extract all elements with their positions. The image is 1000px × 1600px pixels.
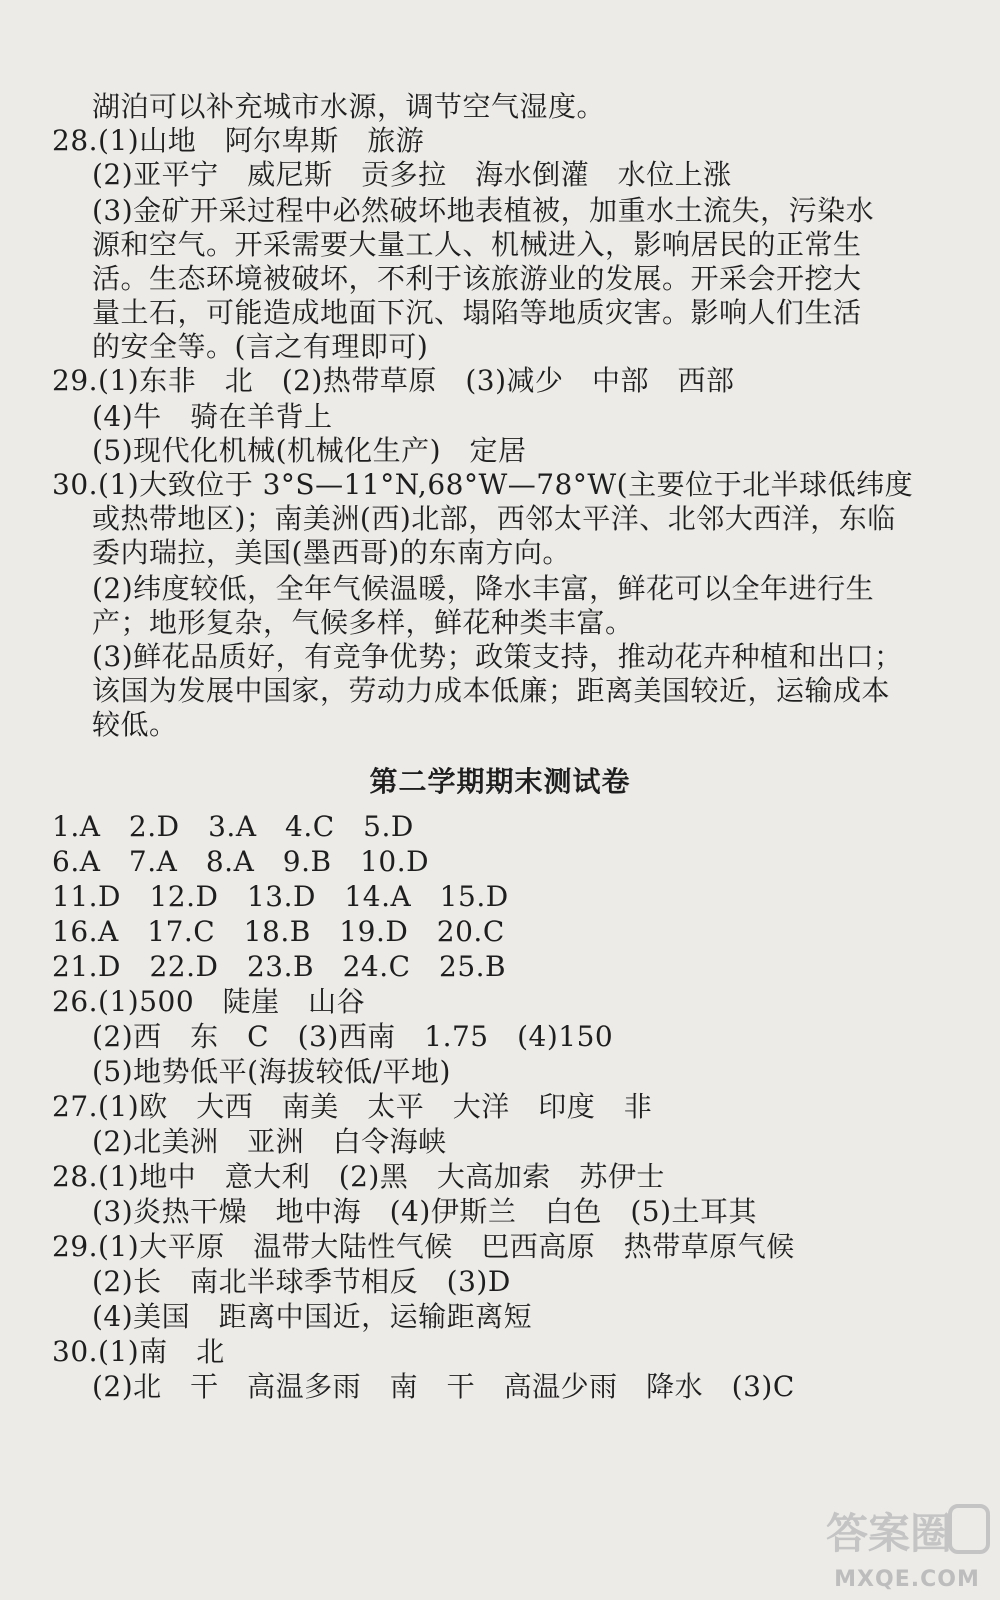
answer-line: 29.(1)东非 北 (2)热带草原 (3)减少 中部 西部 [52, 364, 735, 397]
answer-line: 28.(1)山地 阿尔卑斯 旅游 [52, 124, 425, 157]
answer-line: (4)牛 骑在羊背上 [92, 400, 333, 433]
watermark-logo-icon [822, 1500, 992, 1560]
answer-line: 产；地形复杂，气候多样，鲜花种类丰富。 [92, 606, 634, 639]
answer-line: 该国为发展中国家，劳动力成本低廉；距离美国较近，运输成本 [92, 674, 891, 707]
answer-line: (2)亚平宁 威尼斯 贡多拉 海水倒灌 水位上涨 [92, 158, 732, 191]
answer-line: 27.(1)欧 大西 南美 太平 大洋 印度 非 [52, 1090, 653, 1123]
answer-line: (2)长 南北半球季节相反 (3)D [92, 1265, 511, 1298]
answer-line: 源和空气。开采需要大量工人、机械进入，影响居民的正常生 [92, 228, 862, 261]
answer-line: 21.D 22.D 23.B 24.C 25.B [52, 950, 507, 983]
answer-line: (2)北美洲 亚洲 白令海峡 [92, 1125, 447, 1158]
answer-line: 26.(1)500 陡崖 山谷 [52, 985, 366, 1018]
answer-line: (3)金矿开采过程中必然破坏地表植被，加重水土流失，污染水 [92, 194, 875, 227]
answer-line: 11.D 12.D 13.D 14.A 15.D [52, 880, 509, 913]
section-title: 第二学期期末测试卷 [369, 765, 631, 798]
answer-line: (5)现代化机械(机械化生产) 定居 [92, 434, 527, 467]
answer-line: 6.A 7.A 8.A 9.B 10.D [52, 845, 430, 878]
answer-line: 28.(1)地中 意大利 (2)黑 大高加索 苏伊士 [52, 1160, 665, 1193]
answer-line: (2)西 东 C (3)西南 1.75 (4)150 [92, 1020, 614, 1053]
answer-line: (5)地势低平(海拔较低/平地) [92, 1055, 451, 1088]
watermark-chars: 答案圈 [826, 1509, 953, 1558]
answer-line: 30.(1)南 北 [52, 1335, 225, 1368]
answer-line: 的安全等。(言之有理即可) [92, 330, 429, 363]
watermark-url: MXQE.COM [834, 1567, 980, 1592]
answer-line: 16.A 17.C 18.B 19.D 20.C [52, 915, 505, 948]
answer-line: 1.A 2.D 3.A 4.C 5.D [52, 810, 414, 843]
answer-line: (2)纬度较低，全年气候温暖，降水丰富，鲜花可以全年进行生 [92, 572, 875, 605]
answer-line: (3)鲜花品质好，有竞争优势；政策支持，推动花卉种植和出口； [92, 640, 903, 673]
answer-line: 活。生态环境被破坏，不利于该旅游业的发展。开采会开挖大 [92, 262, 862, 295]
answer-line: (2)北 干 高温多雨 南 干 高温少雨 降水 (3)C [92, 1370, 795, 1403]
answer-line: 29.(1)大平原 温带大陆性气候 巴西高原 热带草原气候 [52, 1230, 795, 1263]
answer-line: 较低。 [92, 708, 178, 741]
answer-line: (3)炎热干燥 地中海 (4)伊斯兰 白色 (5)土耳其 [92, 1195, 757, 1228]
answer-line: 或热带地区)；南美洲(西)北部，西邻太平洋、北邻大西洋，东临 [92, 502, 896, 535]
answer-line: 委内瑞拉，美国(墨西哥)的东南方向。 [92, 536, 571, 569]
site-watermark [822, 1500, 992, 1592]
answer-line: 湖泊可以补充城市水源，调节空气湿度。 [92, 90, 606, 123]
answer-line: (4)美国 距离中国近，运输距离短 [92, 1300, 533, 1333]
answer-line: 30.(1)大致位于 3°S—11°N,68°W—78°W(主要位于北半球低纬度 [52, 468, 914, 501]
answer-line: 量土石，可能造成地面下沉、塌陷等地质灾害。影响人们生活 [92, 296, 862, 329]
